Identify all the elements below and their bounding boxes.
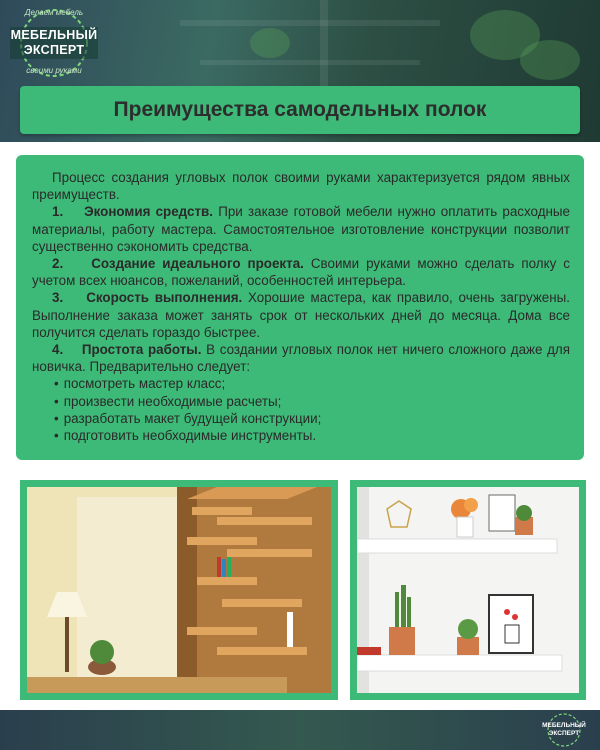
article-text-box [16,155,584,460]
intro-paragraph: Процесс создания угловых полок своими руками характеризуется рядом явных преимуществ. [32,170,570,203]
list-item: • произвести необходимые расчеты; [54,393,570,410]
point-3-heading: Скорость выполнения. [86,290,243,306]
brand-logo[interactable] [8,6,100,80]
wooden-shelves-image [27,487,331,693]
logo-wordmark-line2: ЭКСПЕРТ [23,43,85,57]
point-4-heading: Простота работы. [81,342,202,358]
logo-slogan-top: Делаем мебель [24,8,84,17]
point-1-heading: Экономия средств. [84,204,213,220]
photo-white-corner-shelves [350,480,586,700]
footer-logo-line1: МЕБЕЛЬНЫЙ [542,722,586,729]
logo-slogan-bottom: своими руками [26,66,82,75]
point-2-heading: Создание идеального проекта. [91,256,304,272]
point-2: 2. Создание идеального проекта. Своими руками можно сделать полку с учетом всех нюансов, пожеланий, особенностей интерьера. [32,256,570,289]
point-4-text: В создании угловых полок нет ничего сложного даже для новичка. Предварительно следует: [32,342,570,375]
title-bar [20,86,580,134]
point-1-text: При заказе готовой мебели нужно оплатить расходные материалы, работу мастера. Самостоятельное изготовление конструкции позволит существенно сэкономить средства. [32,204,570,254]
footer-logo-line2: ЭКСПЕРТ [548,730,580,737]
point-2-text: Своими руками можно сделать полку с учетом всех нюансов, пожеланий, особенностей интерьера. [32,256,570,289]
photo-wooden-corner-shelves [20,480,338,700]
point-4: 4. Простота работы. В создании угловых полок нет ничего сложного даже для новичка. Предварительно следует: [32,342,570,375]
footer-bar [0,710,600,750]
footer-logo[interactable] [538,712,590,748]
point-3: 3. Скорость выполнения. Хорошие мастера, как правило, очень загружены. Выполнение заказа может занять срок от нескольких дней до месяца. Дома все получится сделать гораздо быстрее. [32,290,570,340]
point-3-text: Хорошие мастера, как правило, очень загружены. Выполнение заказа может занять срок от нескольких дней до месяца. Дома все получится сделать гораздо быстрее. [32,290,570,340]
list-item: • подготовить необходимые инструменты. [54,427,570,444]
logo-wordmark-line1: МЕБЕЛЬНЫЙ [10,28,98,42]
point-1: 1. Экономия средств. При заказе готовой мебели нужно оплатить расходные материалы, работу мастера. Самостоятельное изготовление конструкции позволит существенно сэкономить средства. [32,204,570,254]
list-item: • посмотреть мастер класс; [54,375,570,392]
list-item: • разработать макет будущей конструкции; [54,410,570,427]
white-shelves-image [357,487,579,693]
page-title: Преимущества самодельных полок [113,98,487,121]
steps-list [54,375,570,444]
